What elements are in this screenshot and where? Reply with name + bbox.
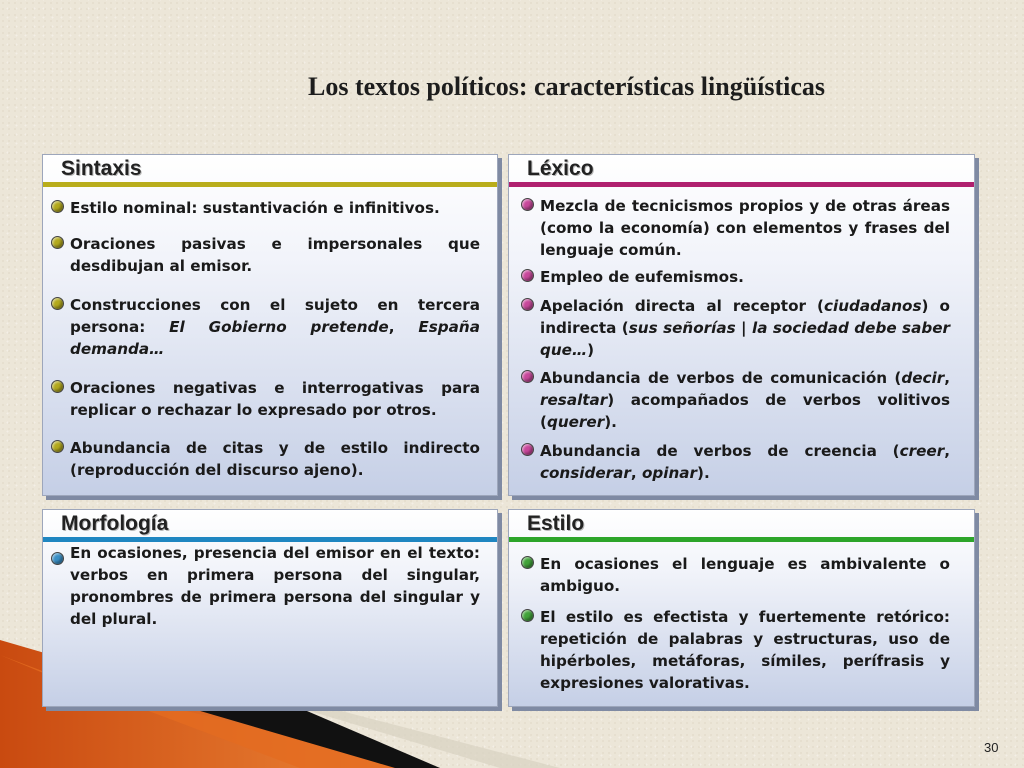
bullet-icon — [521, 269, 534, 282]
morfologia-title: Morfología — [61, 512, 169, 535]
bullet-icon — [521, 556, 534, 569]
lexico-header-line — [509, 182, 974, 187]
page-number: 30 — [984, 740, 999, 755]
sintaxis-panel — [42, 154, 498, 496]
bullet-icon — [51, 297, 64, 310]
bullet-icon — [51, 200, 64, 213]
lexico-title: Léxico — [527, 157, 594, 180]
estilo-title: Estilo — [527, 512, 585, 535]
sintaxis-header — [43, 155, 497, 185]
bullet-icon — [521, 609, 534, 622]
list-item: Construcciones con el sujeto en tercera persona: El Gobierno pretende, España demanda… — [70, 294, 480, 360]
list-item: En ocasiones, presencia del emisor en el texto: verbos en primera persona del singular, pronombres de primera persona del singular y del plural. — [70, 542, 480, 630]
list-item: Mezcla de tecnicismos propios y de otras áreas (como la economía) con elementos y frases del lenguaje común. — [540, 195, 950, 261]
lexico-panel — [508, 154, 975, 496]
list-item: Abundancia de citas y de estilo indirecto (reproducción del discurso ajeno). — [70, 437, 480, 481]
sintaxis-title: Sintaxis — [61, 157, 142, 180]
bullet-icon — [521, 298, 534, 311]
list-item: Abundancia de verbos de creencia (creer, considerar, opinar). — [540, 440, 950, 484]
list-item: Estilo nominal: sustantivación e infinitivos. — [70, 197, 478, 219]
estilo-header-line — [509, 537, 974, 542]
morfologia-panel — [42, 509, 498, 707]
bullet-icon — [51, 236, 64, 249]
list-item: Apelación directa al receptor (ciudadanos) o indirecta (sus señorías | la sociedad debe saber que…) — [540, 295, 950, 361]
bullet-icon — [51, 440, 64, 453]
bullet-icon — [51, 380, 64, 393]
bullet-icon — [521, 370, 534, 383]
bullet-icon — [51, 552, 64, 565]
bullet-icon — [521, 443, 534, 456]
list-item: El estilo es efectista y fuertemente retórico: repetición de palabras y estructuras, uso de hipérboles, metáforas, símiles, perífrasis y expresiones valorativas. — [540, 606, 950, 694]
estilo-header — [509, 510, 974, 540]
list-item: Oraciones negativas e interrogativas para replicar o rechazar lo expresado por otros. — [70, 377, 480, 421]
lexico-header — [509, 155, 974, 185]
morfologia-header — [43, 510, 497, 540]
slide-title: Los textos políticos: características lingüísticas — [308, 72, 826, 101]
bullet-icon — [521, 198, 534, 211]
list-item: Empleo de eufemismos. — [540, 266, 950, 288]
list-item: En ocasiones el lenguaje es ambivalente o ambiguo. — [540, 553, 950, 597]
list-item: Oraciones pasivas e impersonales que desdibujan al emisor. — [70, 233, 480, 277]
estilo-panel — [508, 509, 975, 707]
list-item: Abundancia de verbos de comunicación (decir, resaltar) acompañados de verbos volitivos (querer). — [540, 367, 950, 433]
sintaxis-header-line — [43, 182, 497, 187]
